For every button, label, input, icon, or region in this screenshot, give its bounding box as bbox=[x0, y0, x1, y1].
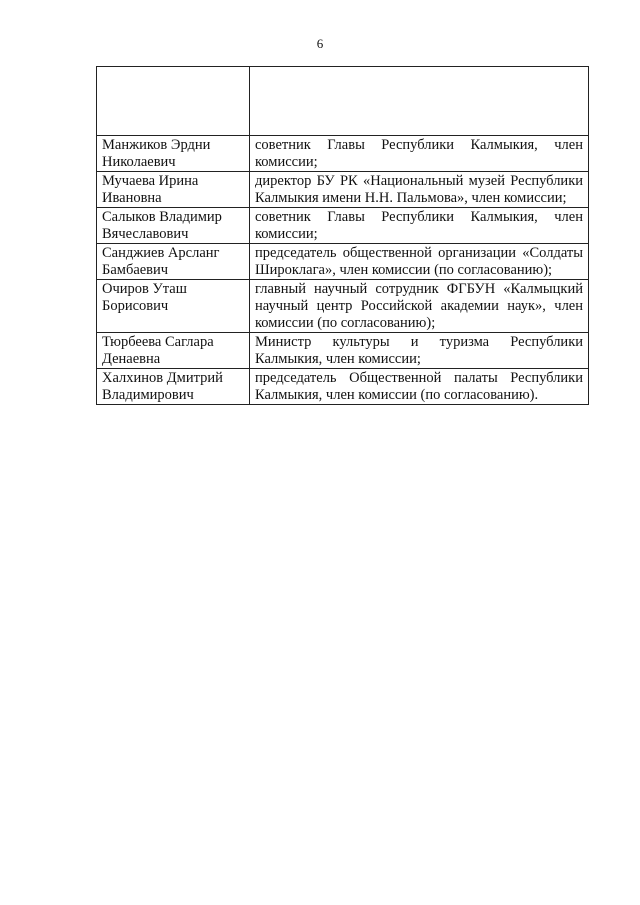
table-row bbox=[97, 244, 589, 280]
member-role: председатель Общественной палаты Республики Калмыкия, член комиссии (по согласованию). bbox=[255, 370, 583, 403]
table-row bbox=[97, 172, 589, 208]
member-role: Министр культуры и туризма Республики Калмыкия, член комиссии; bbox=[255, 334, 583, 367]
member-name: Халхинов Дмитрий Владимирович bbox=[102, 370, 223, 403]
member-role: директор БУ РК «Национальный музей Республики Калмыкия имени Н.Н. Пальмова», член комиссии; bbox=[255, 173, 583, 206]
member-role: главный научный сотрудник ФГБУН «Калмыцкий научный центр Российской академии наук», член комиссии (по согласованию); bbox=[255, 281, 583, 331]
member-name: Мучаева Ирина Ивановна bbox=[102, 173, 199, 206]
member-name-cell bbox=[97, 136, 250, 172]
name-cell bbox=[97, 67, 250, 136]
member-role-cell bbox=[250, 244, 589, 280]
page-number: 6 bbox=[316, 36, 324, 51]
member-role-cell bbox=[250, 369, 589, 405]
member-role: советник Главы Республики Калмыкия, член комиссии; bbox=[255, 209, 583, 242]
table-row bbox=[97, 333, 589, 369]
member-name-cell bbox=[97, 280, 250, 333]
member-role-cell bbox=[250, 136, 589, 172]
member-name: Санджиев Арсланг Бамбаевич bbox=[102, 245, 220, 278]
member-name: Салыков Владимир Вячеславович bbox=[102, 209, 222, 242]
member-name-cell bbox=[97, 244, 250, 280]
role-cell bbox=[250, 67, 589, 136]
member-name-cell bbox=[97, 172, 250, 208]
table-row bbox=[97, 208, 589, 244]
member-name: Манжиков Эрдни Николаевич bbox=[102, 137, 211, 170]
commission-members-table bbox=[96, 66, 589, 405]
member-name: Тюрбеева Саглара Денаевна bbox=[102, 334, 214, 367]
table-row bbox=[97, 369, 589, 405]
table-row bbox=[97, 136, 589, 172]
member-name-cell bbox=[97, 333, 250, 369]
member-name-cell bbox=[97, 369, 250, 405]
member-role-cell bbox=[250, 333, 589, 369]
member-role-cell bbox=[250, 208, 589, 244]
table-row bbox=[97, 280, 589, 333]
member-role-cell bbox=[250, 172, 589, 208]
member-role-cell bbox=[250, 280, 589, 333]
member-name: Очиров Уташ Борисович bbox=[102, 281, 187, 314]
table-row-empty bbox=[97, 67, 589, 136]
member-role: советник Главы Республики Калмыкия, член комиссии; bbox=[255, 137, 583, 170]
member-role: председатель общественной организации «Солдаты Широклага», член комиссии (по согласованию); bbox=[255, 245, 583, 278]
member-name-cell bbox=[97, 208, 250, 244]
